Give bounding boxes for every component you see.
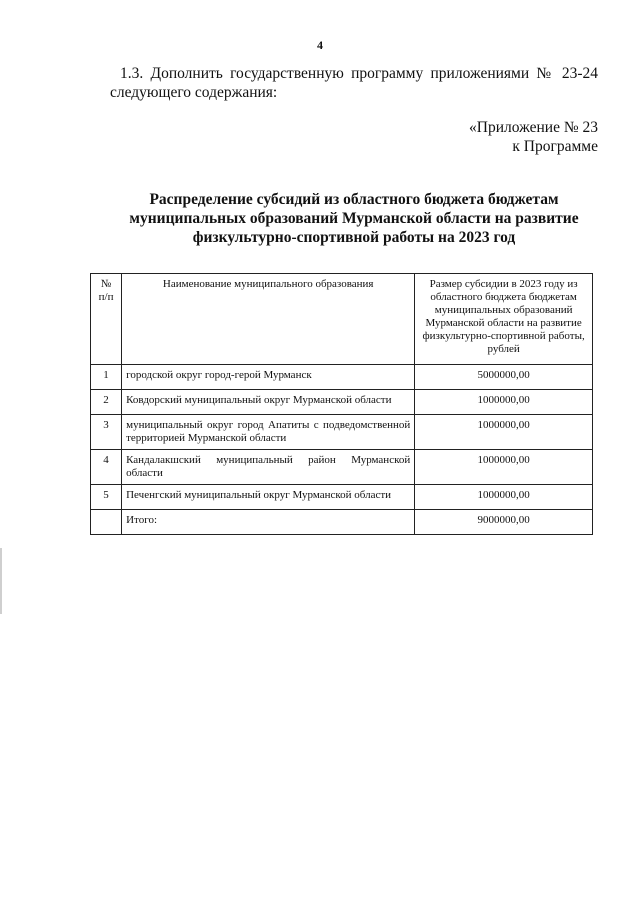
row-number: 4 bbox=[91, 450, 122, 485]
row-municipality: Печенгский муниципальный округ Мурманской области bbox=[122, 485, 415, 510]
header-municipality: Наименование муниципального образования bbox=[122, 274, 415, 365]
row-number: 3 bbox=[91, 415, 122, 450]
row-amount: 1000000,00 bbox=[415, 485, 593, 510]
scan-edge-mark bbox=[0, 548, 2, 614]
appendix-line-2: к Программе bbox=[512, 138, 598, 155]
title-line-1: Распределение субсидий из областного бюджета бюджетам bbox=[149, 191, 559, 208]
row-number: 5 bbox=[91, 485, 122, 510]
intro-line-1: 1.3. Дополнить государственную программу приложениями № 23-24 bbox=[120, 65, 598, 82]
title-line-2: муниципальных образований Мурманской области на развитие bbox=[129, 210, 579, 227]
row-municipality: Кандалакшский муниципальный район Мурманской области bbox=[122, 450, 415, 485]
row-amount: 1000000,00 bbox=[415, 390, 593, 415]
table-row bbox=[91, 450, 593, 485]
row-municipality: муниципальный округ город Апатиты с подведомственной территорией Мурманской области bbox=[122, 415, 415, 450]
row-municipality: Ковдорский муниципальный округ Мурманской области bbox=[122, 390, 415, 415]
subsidy-table bbox=[90, 273, 593, 535]
table-total-row bbox=[91, 510, 593, 535]
page-number: 4 bbox=[317, 38, 323, 52]
table-row bbox=[91, 485, 593, 510]
table-row bbox=[91, 390, 593, 415]
row-amount: 5000000,00 bbox=[415, 365, 593, 390]
table-row bbox=[91, 415, 593, 450]
row-number: 1 bbox=[91, 365, 122, 390]
row-amount: 1000000,00 bbox=[415, 415, 593, 450]
row-number: 2 bbox=[91, 390, 122, 415]
table-header-row bbox=[91, 274, 593, 365]
appendix-reference bbox=[469, 118, 598, 156]
document-title bbox=[110, 190, 598, 247]
header-number: № п/п bbox=[91, 274, 122, 365]
row-amount: 1000000,00 bbox=[415, 450, 593, 485]
row-municipality: городской округ город-герой Мурманск bbox=[122, 365, 415, 390]
header-amount: Размер субсидии в 2023 году из областного бюджета бюджетам муниципальных образований Мурманской области на развитие физкультурно-спортивной работы, рублей bbox=[415, 274, 593, 365]
appendix-line-1: «Приложение № 23 bbox=[469, 119, 598, 136]
intro-paragraph bbox=[110, 64, 598, 102]
title-line-3: физкультурно-спортивной работы на 2023 год bbox=[192, 229, 516, 246]
table-row bbox=[91, 365, 593, 390]
total-number-cell bbox=[91, 510, 122, 535]
intro-line-2: следующего содержания: bbox=[110, 84, 278, 101]
total-label: Итого: bbox=[122, 510, 415, 535]
total-amount: 9000000,00 bbox=[415, 510, 593, 535]
